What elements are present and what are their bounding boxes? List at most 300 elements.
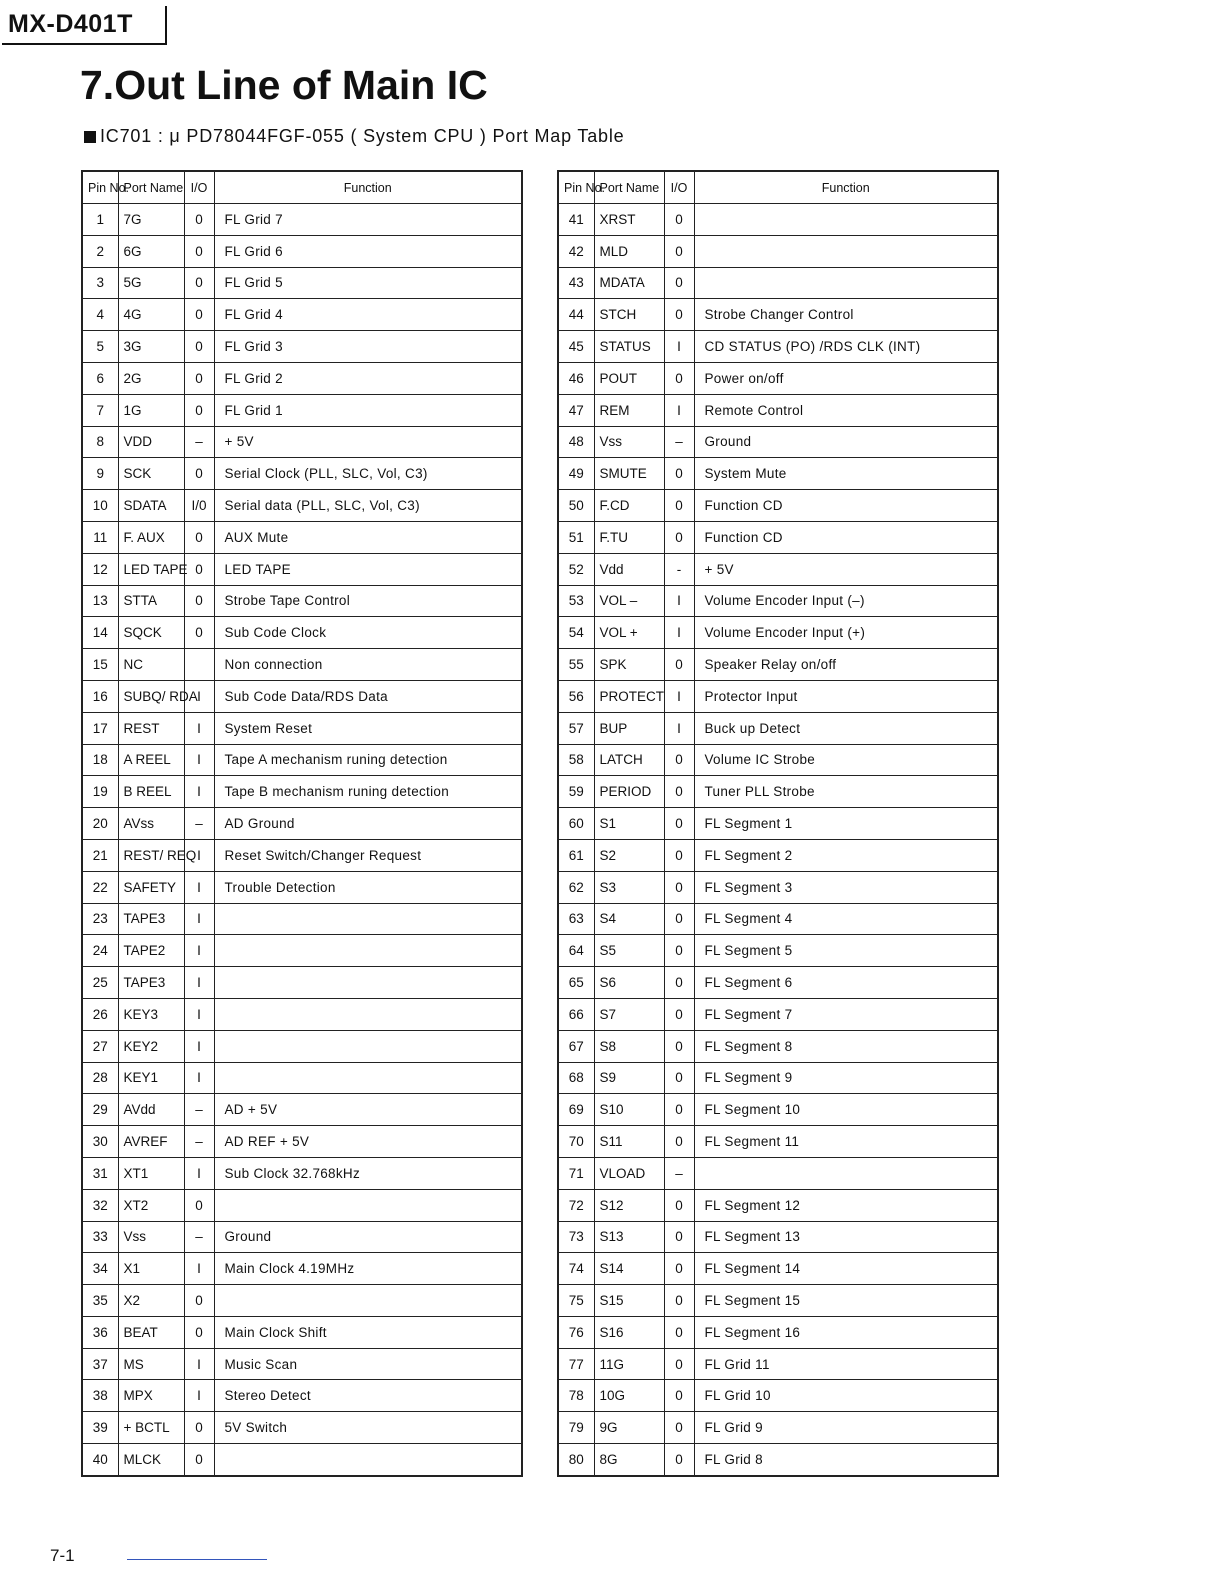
port-name-cell: AVss xyxy=(118,808,184,840)
function-cell xyxy=(214,1285,522,1317)
table-row xyxy=(82,712,522,744)
table-row xyxy=(558,362,998,394)
function-cell: System Reset xyxy=(214,712,522,744)
io-cell: 0 xyxy=(664,1189,694,1221)
io-cell: 0 xyxy=(664,490,694,522)
port-name-cell: F.CD xyxy=(594,490,664,522)
table-row xyxy=(558,553,998,585)
table-header-row xyxy=(558,171,998,204)
function-cell: FL Segment 12 xyxy=(694,1189,998,1221)
port-name-cell: SCK xyxy=(118,458,184,490)
table-row xyxy=(558,617,998,649)
function-cell xyxy=(214,967,522,999)
pin-cell: 64 xyxy=(558,935,594,967)
table-row xyxy=(82,1157,522,1189)
pin-cell: 57 xyxy=(558,712,594,744)
function-cell: FL Segment 3 xyxy=(694,871,998,903)
io-cell: I/0 xyxy=(184,490,214,522)
port-name-cell: POUT xyxy=(594,362,664,394)
function-cell: FL Grid 9 xyxy=(694,1412,998,1444)
io-cell: 0 xyxy=(184,1444,214,1476)
io-cell: – xyxy=(664,1157,694,1189)
port-name-cell: Vdd xyxy=(594,553,664,585)
function-cell: System Mute xyxy=(694,458,998,490)
port-name-cell: BEAT xyxy=(118,1316,184,1348)
io-cell: 0 xyxy=(664,903,694,935)
pin-cell: 54 xyxy=(558,617,594,649)
function-cell: Trouble Detection xyxy=(214,871,522,903)
io-cell: 0 xyxy=(664,1221,694,1253)
pin-cell: 22 xyxy=(82,871,118,903)
table-row xyxy=(82,649,522,681)
io-cell: 0 xyxy=(184,235,214,267)
port-name-cell: SPK xyxy=(594,649,664,681)
function-cell xyxy=(214,1189,522,1221)
function-cell: Buck up Detect xyxy=(694,712,998,744)
io-cell: – xyxy=(184,426,214,458)
function-cell: Power on/off xyxy=(694,362,998,394)
io-cell: 0 xyxy=(184,204,214,236)
port-name-cell: S4 xyxy=(594,903,664,935)
pin-cell: 21 xyxy=(82,839,118,871)
table-row xyxy=(558,1094,998,1126)
pin-cell: 48 xyxy=(558,426,594,458)
table-row xyxy=(82,235,522,267)
pin-cell: 16 xyxy=(82,680,118,712)
port-name-cell: 3G xyxy=(118,331,184,363)
port-name-cell: 10G xyxy=(594,1380,664,1412)
page-title: 7.Out Line of Main IC xyxy=(80,62,488,108)
col-function-header: Function xyxy=(214,171,522,204)
function-cell: Serial data (PLL, SLC, Vol, C3) xyxy=(214,490,522,522)
io-cell: 0 xyxy=(664,1030,694,1062)
io-cell: I xyxy=(184,680,214,712)
io-cell: 0 xyxy=(664,1126,694,1158)
port-name-cell: MS xyxy=(118,1348,184,1380)
table-row xyxy=(558,1030,998,1062)
pin-cell: 51 xyxy=(558,521,594,553)
function-cell: FL Segment 2 xyxy=(694,839,998,871)
pin-cell: 59 xyxy=(558,776,594,808)
pin-cell: 8 xyxy=(82,426,118,458)
table-row xyxy=(82,1126,522,1158)
pin-cell: 32 xyxy=(82,1189,118,1221)
function-cell: + 5V xyxy=(694,553,998,585)
table-row xyxy=(558,1062,998,1094)
port-name-cell: S5 xyxy=(594,935,664,967)
io-cell: 0 xyxy=(664,458,694,490)
table-row xyxy=(82,998,522,1030)
io-cell: I xyxy=(184,1030,214,1062)
function-cell xyxy=(214,1062,522,1094)
table-row xyxy=(82,1094,522,1126)
function-cell: FL Grid 4 xyxy=(214,299,522,331)
table-row xyxy=(558,712,998,744)
function-cell: + 5V xyxy=(214,426,522,458)
pin-cell: 78 xyxy=(558,1380,594,1412)
table-row xyxy=(82,617,522,649)
table-row xyxy=(82,808,522,840)
pin-cell: 71 xyxy=(558,1157,594,1189)
pin-cell: 31 xyxy=(82,1157,118,1189)
function-cell: FL Segment 9 xyxy=(694,1062,998,1094)
pin-cell: 10 xyxy=(82,490,118,522)
pin-cell: 18 xyxy=(82,744,118,776)
io-cell: 0 xyxy=(184,299,214,331)
table-row xyxy=(558,585,998,617)
col-pin-header: Pin No. xyxy=(558,171,594,204)
function-cell: Music Scan xyxy=(214,1348,522,1380)
table-row xyxy=(82,1316,522,1348)
io-cell: 0 xyxy=(664,1412,694,1444)
port-name-cell: REM xyxy=(594,394,664,426)
io-cell: I xyxy=(184,1348,214,1380)
pin-cell: 23 xyxy=(82,903,118,935)
io-cell: 0 xyxy=(664,362,694,394)
table-row xyxy=(558,458,998,490)
io-cell: 0 xyxy=(664,299,694,331)
table-row xyxy=(558,521,998,553)
table-row xyxy=(82,458,522,490)
pin-cell: 29 xyxy=(82,1094,118,1126)
function-cell xyxy=(694,235,998,267)
table-row xyxy=(82,331,522,363)
pin-cell: 53 xyxy=(558,585,594,617)
io-cell: 0 xyxy=(184,553,214,585)
function-cell: Reset Switch/Changer Request xyxy=(214,839,522,871)
table-row xyxy=(558,1316,998,1348)
table-row xyxy=(558,967,998,999)
io-cell: 0 xyxy=(184,267,214,299)
pin-cell: 50 xyxy=(558,490,594,522)
table-row xyxy=(82,204,522,236)
port-name-cell: TAPE3 xyxy=(118,903,184,935)
function-cell: Tuner PLL Strobe xyxy=(694,776,998,808)
table-row xyxy=(82,839,522,871)
port-name-cell: MDATA xyxy=(594,267,664,299)
pin-cell: 43 xyxy=(558,267,594,299)
pin-cell: 24 xyxy=(82,935,118,967)
table-row xyxy=(82,1444,522,1476)
pin-cell: 3 xyxy=(82,267,118,299)
function-cell: 5V Switch xyxy=(214,1412,522,1444)
table-row xyxy=(82,935,522,967)
function-cell: FL Grid 7 xyxy=(214,204,522,236)
pin-cell: 39 xyxy=(82,1412,118,1444)
table-row xyxy=(558,1189,998,1221)
port-name-cell: KEY3 xyxy=(118,998,184,1030)
function-cell: FL Grid 2 xyxy=(214,362,522,394)
table-row xyxy=(558,235,998,267)
table-row xyxy=(82,680,522,712)
port-name-cell: SUBQ/ RDA xyxy=(118,680,184,712)
square-bullet-icon xyxy=(84,131,96,143)
port-name-cell: 2G xyxy=(118,362,184,394)
io-cell: I xyxy=(184,712,214,744)
function-cell: CD STATUS (PO) /RDS CLK (INT) xyxy=(694,331,998,363)
port-name-cell: SDATA xyxy=(118,490,184,522)
pin-cell: 34 xyxy=(82,1253,118,1285)
table-caption xyxy=(84,126,624,147)
port-name-cell: S11 xyxy=(594,1126,664,1158)
table-row xyxy=(558,998,998,1030)
pin-cell: 17 xyxy=(82,712,118,744)
pin-cell: 65 xyxy=(558,967,594,999)
io-cell: 0 xyxy=(184,1316,214,1348)
function-cell: Sub Code Clock xyxy=(214,617,522,649)
port-name-cell: XRST xyxy=(594,204,664,236)
io-cell: – xyxy=(184,808,214,840)
pin-cell: 6 xyxy=(82,362,118,394)
model-divider xyxy=(165,6,167,45)
function-cell: FL Segment 7 xyxy=(694,998,998,1030)
col-port-header: Port Name xyxy=(594,171,664,204)
col-port-header: Port Name xyxy=(118,171,184,204)
table-row xyxy=(82,394,522,426)
table-row xyxy=(82,1348,522,1380)
port-name-cell: SAFETY xyxy=(118,871,184,903)
port-name-cell: S15 xyxy=(594,1285,664,1317)
io-cell: 0 xyxy=(184,362,214,394)
port-name-cell: 5G xyxy=(118,267,184,299)
function-cell: FL Segment 1 xyxy=(694,808,998,840)
table-row xyxy=(558,267,998,299)
pin-cell: 55 xyxy=(558,649,594,681)
function-cell xyxy=(694,204,998,236)
table-row xyxy=(82,585,522,617)
port-name-cell: A REEL xyxy=(118,744,184,776)
table-row xyxy=(82,521,522,553)
table-row xyxy=(82,967,522,999)
table-row xyxy=(558,903,998,935)
table-row xyxy=(82,744,522,776)
function-cell: FL Segment 16 xyxy=(694,1316,998,1348)
io-cell: I xyxy=(664,680,694,712)
table-row xyxy=(558,1380,998,1412)
port-name-cell: BUP xyxy=(594,712,664,744)
pin-cell: 58 xyxy=(558,744,594,776)
port-name-cell: TAPE2 xyxy=(118,935,184,967)
pin-cell: 11 xyxy=(82,521,118,553)
pin-cell: 40 xyxy=(82,1444,118,1476)
io-cell: 0 xyxy=(664,744,694,776)
function-cell xyxy=(694,1157,998,1189)
port-name-cell: Vss xyxy=(118,1221,184,1253)
table-row xyxy=(558,1412,998,1444)
table-row xyxy=(558,680,998,712)
io-cell: – xyxy=(664,426,694,458)
io-cell: 0 xyxy=(664,521,694,553)
port-name-cell: X2 xyxy=(118,1285,184,1317)
port-name-cell: VOL – xyxy=(594,585,664,617)
table-row xyxy=(558,871,998,903)
io-cell: – xyxy=(184,1221,214,1253)
function-cell: Main Clock Shift xyxy=(214,1316,522,1348)
pin-cell: 80 xyxy=(558,1444,594,1476)
port-name-cell: 8G xyxy=(594,1444,664,1476)
pin-cell: 27 xyxy=(82,1030,118,1062)
pin-cell: 4 xyxy=(82,299,118,331)
pin-cell: 45 xyxy=(558,331,594,363)
table-row xyxy=(558,1221,998,1253)
io-cell: 0 xyxy=(664,1444,694,1476)
io-cell: 0 xyxy=(664,998,694,1030)
pin-cell: 52 xyxy=(558,553,594,585)
footer-rule xyxy=(127,1559,267,1560)
function-cell: AD Ground xyxy=(214,808,522,840)
function-cell xyxy=(694,267,998,299)
function-cell: FL Grid 10 xyxy=(694,1380,998,1412)
io-cell: I xyxy=(184,967,214,999)
io-cell: – xyxy=(184,1126,214,1158)
pin-cell: 1 xyxy=(82,204,118,236)
table-row xyxy=(558,1444,998,1476)
io-cell: 0 xyxy=(184,1412,214,1444)
io-cell: 0 xyxy=(664,267,694,299)
io-cell: 0 xyxy=(184,331,214,363)
function-cell: FL Segment 11 xyxy=(694,1126,998,1158)
port-name-cell: REST xyxy=(118,712,184,744)
io-cell: I xyxy=(184,903,214,935)
function-cell: FL Segment 10 xyxy=(694,1094,998,1126)
function-cell: Main Clock 4.19MHz xyxy=(214,1253,522,1285)
table-row xyxy=(82,362,522,394)
table-row xyxy=(82,1062,522,1094)
table-row xyxy=(82,299,522,331)
pin-cell: 74 xyxy=(558,1253,594,1285)
table-row xyxy=(82,426,522,458)
port-name-cell: S6 xyxy=(594,967,664,999)
port-name-cell: S2 xyxy=(594,839,664,871)
function-cell: FL Segment 6 xyxy=(694,967,998,999)
io-cell: 0 xyxy=(664,839,694,871)
port-name-cell: F. AUX xyxy=(118,521,184,553)
pin-cell: 7 xyxy=(82,394,118,426)
port-name-cell: S13 xyxy=(594,1221,664,1253)
pin-cell: 46 xyxy=(558,362,594,394)
port-name-cell: S8 xyxy=(594,1030,664,1062)
table-row xyxy=(82,553,522,585)
table-row xyxy=(558,935,998,967)
port-name-cell: KEY2 xyxy=(118,1030,184,1062)
io-cell: 0 xyxy=(184,1285,214,1317)
port-name-cell: 7G xyxy=(118,204,184,236)
io-cell: I xyxy=(184,1157,214,1189)
pin-cell: 42 xyxy=(558,235,594,267)
io-cell: 0 xyxy=(664,1316,694,1348)
io-cell: I xyxy=(184,1062,214,1094)
io-cell: 0 xyxy=(184,521,214,553)
function-cell: Remote Control xyxy=(694,394,998,426)
table-row xyxy=(82,267,522,299)
io-cell: I xyxy=(184,935,214,967)
pin-cell: 69 xyxy=(558,1094,594,1126)
table-row xyxy=(82,1221,522,1253)
port-name-cell: SMUTE xyxy=(594,458,664,490)
function-cell: Sub Code Data/RDS Data xyxy=(214,680,522,712)
io-cell: 0 xyxy=(664,808,694,840)
table-row xyxy=(82,1380,522,1412)
function-cell: Protector Input xyxy=(694,680,998,712)
port-name-cell: 4G xyxy=(118,299,184,331)
function-cell: LED TAPE xyxy=(214,553,522,585)
function-cell: AD REF + 5V xyxy=(214,1126,522,1158)
io-cell: I xyxy=(184,998,214,1030)
function-cell: FL Segment 8 xyxy=(694,1030,998,1062)
pin-cell: 62 xyxy=(558,871,594,903)
io-cell: – xyxy=(184,1094,214,1126)
io-cell: I xyxy=(184,744,214,776)
pin-cell: 20 xyxy=(82,808,118,840)
function-cell xyxy=(214,1030,522,1062)
pin-cell: 68 xyxy=(558,1062,594,1094)
table-row xyxy=(558,1126,998,1158)
port-name-cell: SQCK xyxy=(118,617,184,649)
function-cell: Serial Clock (PLL, SLC, Vol, C3) xyxy=(214,458,522,490)
function-cell: Strobe Tape Control xyxy=(214,585,522,617)
table-row xyxy=(558,808,998,840)
pin-cell: 19 xyxy=(82,776,118,808)
pin-cell: 61 xyxy=(558,839,594,871)
table-row xyxy=(82,1285,522,1317)
function-cell: Non connection xyxy=(214,649,522,681)
io-cell: 0 xyxy=(664,967,694,999)
port-name-cell: MLCK xyxy=(118,1444,184,1476)
port-name-cell: PERIOD xyxy=(594,776,664,808)
pin-cell: 47 xyxy=(558,394,594,426)
table-row xyxy=(558,1253,998,1285)
col-io-header: I/O xyxy=(184,171,214,204)
table-row xyxy=(558,1348,998,1380)
table-row xyxy=(82,1189,522,1221)
page-number: 7-1 xyxy=(50,1546,75,1565)
function-cell: FL Segment 13 xyxy=(694,1221,998,1253)
port-name-cell: KEY1 xyxy=(118,1062,184,1094)
table-row xyxy=(82,1030,522,1062)
port-name-cell: XT2 xyxy=(118,1189,184,1221)
pin-cell: 37 xyxy=(82,1348,118,1380)
table-row xyxy=(558,490,998,522)
function-cell: FL Grid 8 xyxy=(694,1444,998,1476)
function-cell xyxy=(214,935,522,967)
port-name-cell: STCH xyxy=(594,299,664,331)
pin-cell: 13 xyxy=(82,585,118,617)
port-name-cell: AVREF xyxy=(118,1126,184,1158)
port-name-cell: 6G xyxy=(118,235,184,267)
pin-cell: 73 xyxy=(558,1221,594,1253)
io-cell xyxy=(184,649,214,681)
pin-cell: 38 xyxy=(82,1380,118,1412)
table-row xyxy=(82,490,522,522)
port-name-cell: PROTECT xyxy=(594,680,664,712)
function-cell xyxy=(214,998,522,1030)
col-function-header: Function xyxy=(694,171,998,204)
io-cell: I xyxy=(184,839,214,871)
pin-cell: 14 xyxy=(82,617,118,649)
io-cell: I xyxy=(664,394,694,426)
pin-cell: 44 xyxy=(558,299,594,331)
io-cell: - xyxy=(664,553,694,585)
function-cell: FL Segment 15 xyxy=(694,1285,998,1317)
col-io-header: I/O xyxy=(664,171,694,204)
table-row xyxy=(82,1253,522,1285)
table-row xyxy=(558,426,998,458)
port-name-cell: VLOAD xyxy=(594,1157,664,1189)
pin-cell: 26 xyxy=(82,998,118,1030)
pin-cell: 56 xyxy=(558,680,594,712)
pin-cell: 75 xyxy=(558,1285,594,1317)
pin-cell: 49 xyxy=(558,458,594,490)
